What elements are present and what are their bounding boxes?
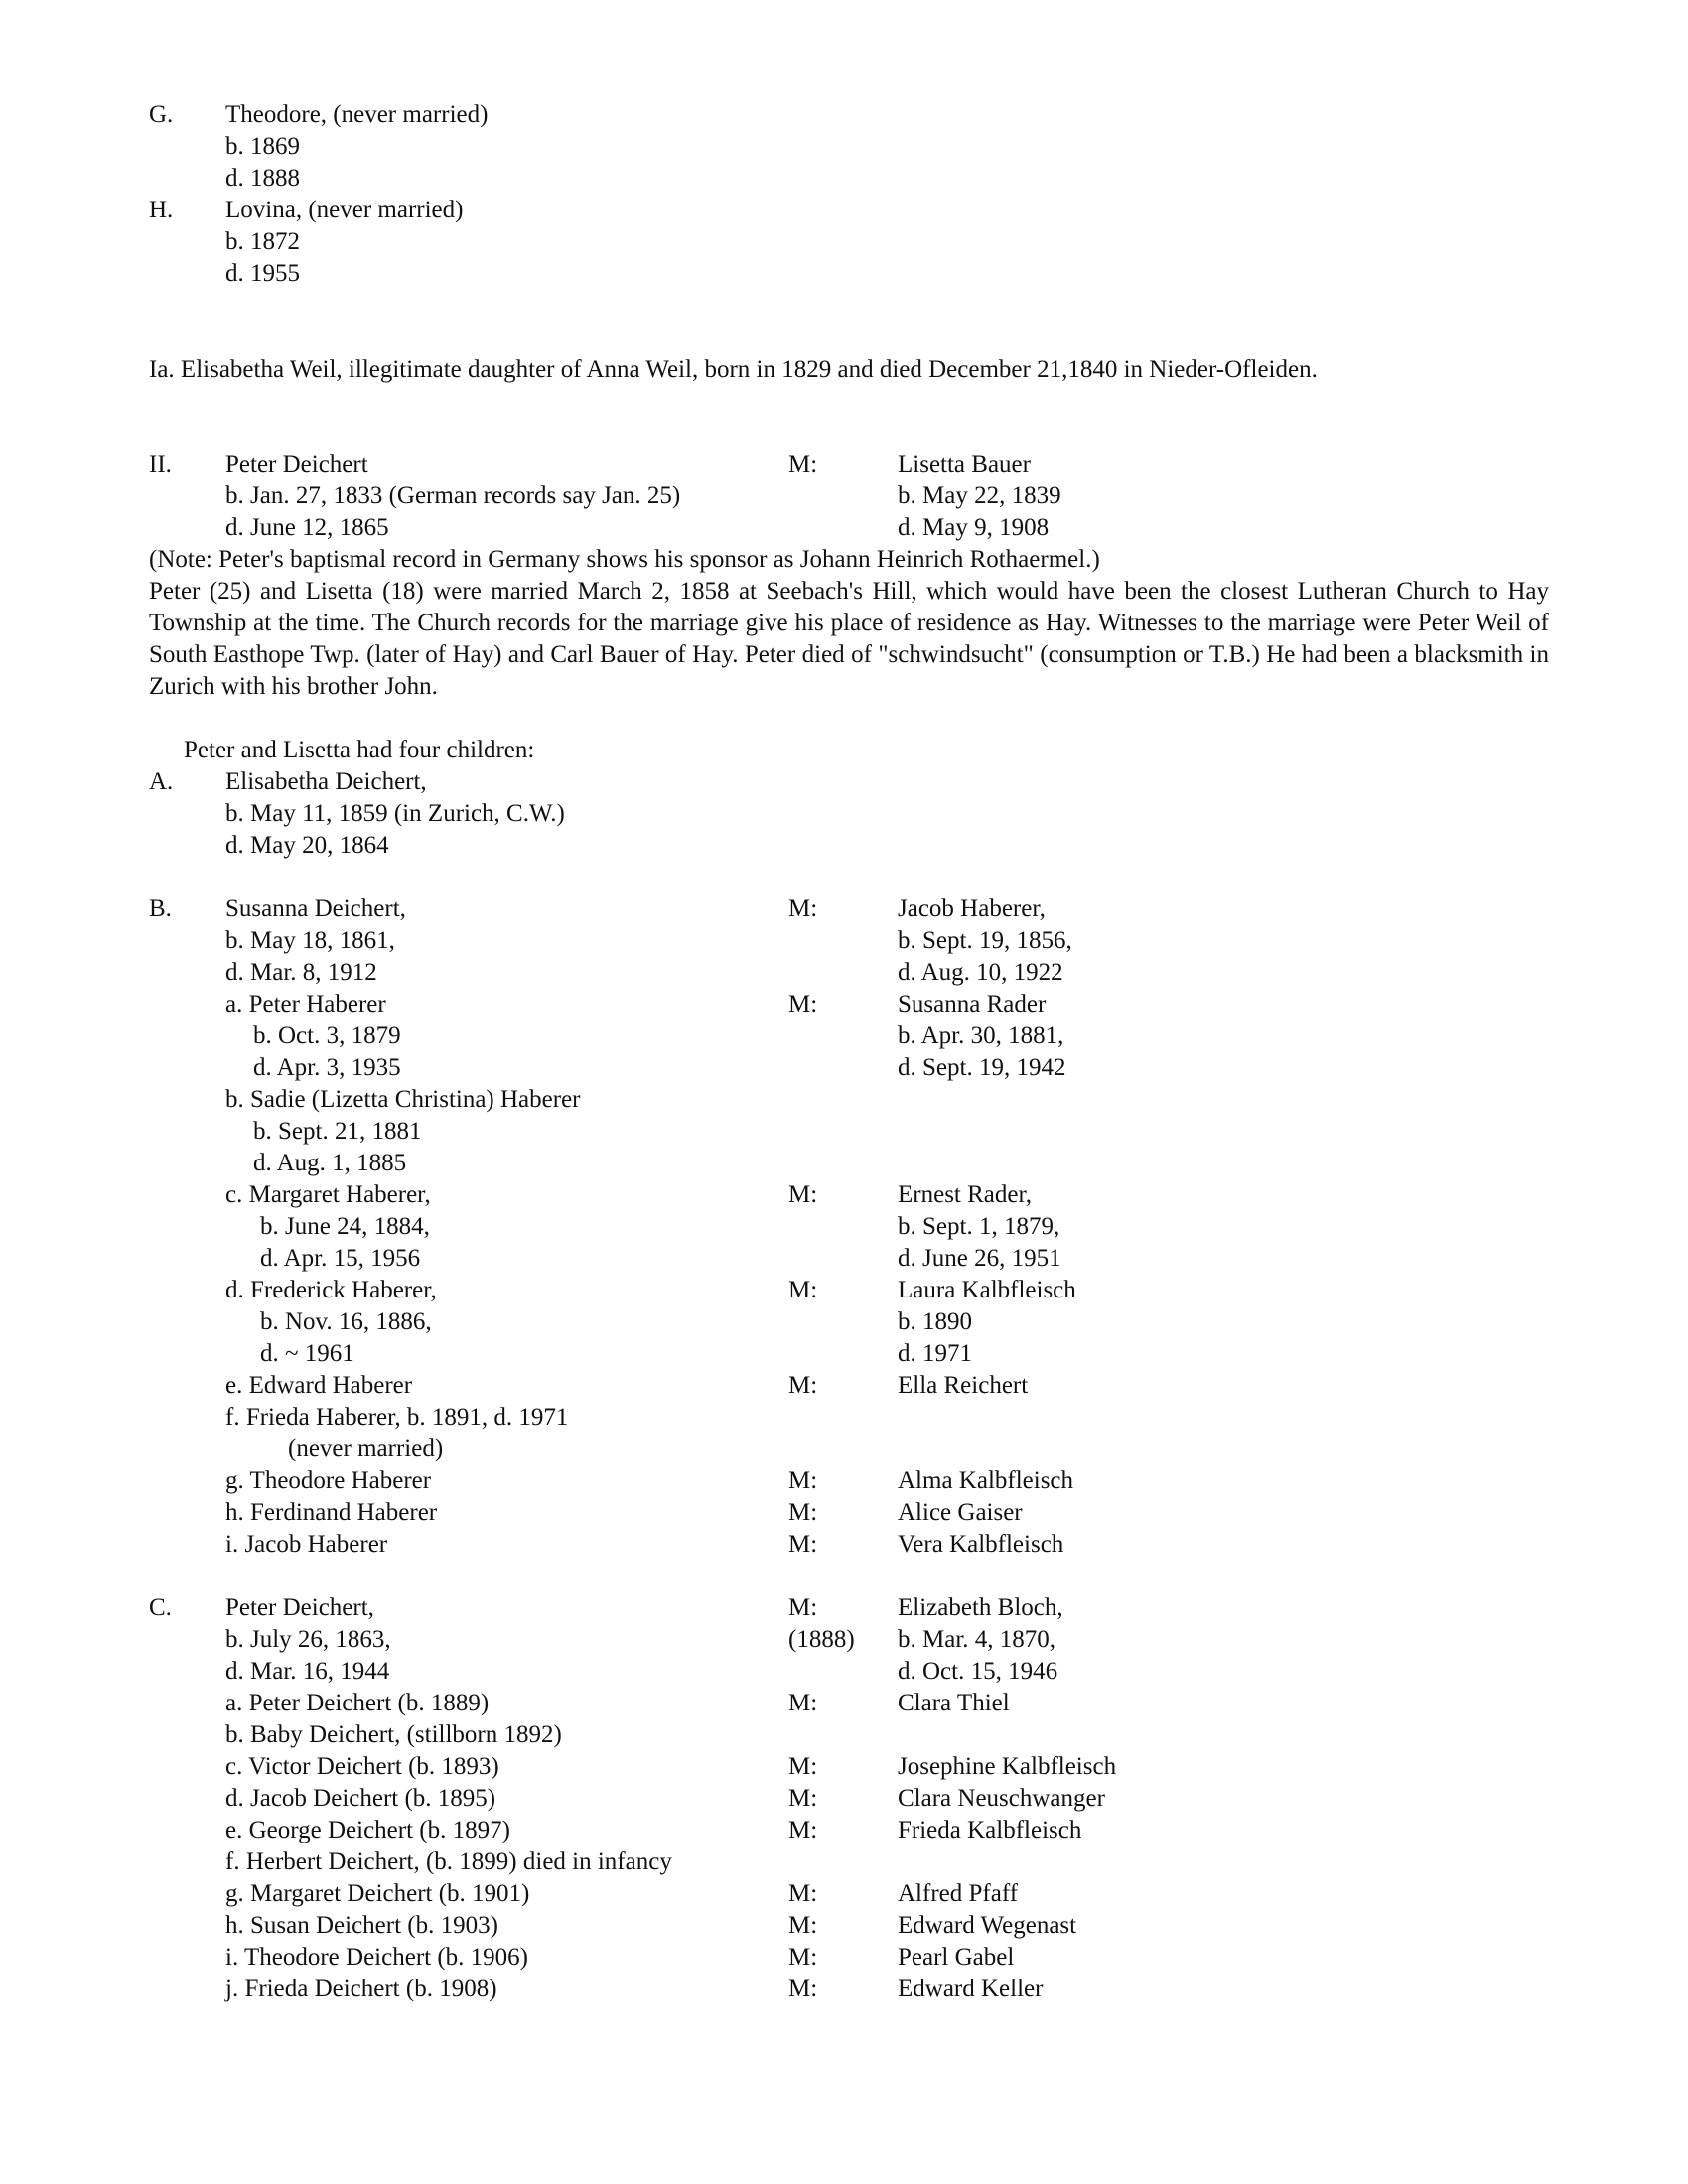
child-b-a-spouse-born: b. Apr. 30, 1881, [898,1023,1064,1049]
child-c-a-marriage-label: M: [788,1690,818,1716]
child-b-b-died: d. Aug. 1, 1885 [253,1150,407,1176]
child-c-c-name: c. Victor Deichert (b. 1893) [225,1753,499,1780]
child-c-a-name: a. Peter Deichert (b. 1889) [225,1690,490,1716]
child-b-i-spouse: Vera Kalbfleisch [898,1531,1064,1558]
child-c-h-marriage-label: M: [788,1912,818,1939]
child-b-name: Susanna Deichert, [225,895,406,922]
child-c-name: Peter Deichert, [225,1594,374,1621]
children-intro: Peter and Lisetta had four children: [184,737,535,763]
child-c-i-spouse: Pearl Gabel [898,1944,1015,1971]
child-a-died: d. May 20, 1864 [225,832,389,859]
child-b-e-marriage-label: M: [788,1372,818,1399]
child-b-g-spouse: Alma Kalbfleisch [898,1467,1074,1494]
child-c-died: d. Mar. 16, 1944 [225,1658,390,1685]
child-b-c-born: b. June 24, 1884, [260,1213,430,1240]
child-b-g-name: g. Theodore Haberer [225,1467,432,1494]
child-c-label: C. [149,1594,172,1621]
child-b-d-marriage-label: M: [788,1277,818,1303]
child-b-h-spouse: Alice Gaiser [898,1499,1023,1526]
child-c-c-spouse: Josephine Kalbfleisch [898,1753,1117,1780]
child-b-d-died: d. ~ 1961 [260,1340,354,1367]
child-c-g-spouse: Alfred Pfaff [898,1880,1019,1907]
child-c-g-marriage-label: M: [788,1880,818,1907]
child-c-marriage-label: M: [788,1594,818,1621]
child-c-spouse: Elizabeth Bloch, [898,1594,1063,1621]
child-b-label: B. [149,895,172,922]
child-c-d-name: d. Jacob Deichert (b. 1895) [225,1785,496,1812]
child-b-c-spouse: Ernest Rader, [898,1181,1033,1208]
section-g-died: d. 1888 [225,165,300,192]
section-ii-note: (Note: Peter's baptismal record in Germany shows his sponsor as Johann Heinrich Rothaermel.) [149,546,1100,573]
child-b-d-spouse: Laura Kalbfleisch [898,1277,1076,1303]
section-ii-spouse-born: b. May 22, 1839 [898,482,1061,509]
child-c-e-name: e. George Deichert (b. 1897) [225,1817,510,1843]
child-b-b-born: b. Sept. 21, 1881 [253,1118,422,1145]
section-ii-paragraph-block [149,544,1549,703]
child-c-e-marriage-label: M: [788,1817,818,1843]
child-c-c-marriage-label: M: [788,1753,818,1780]
child-c-b-name: b. Baby Deichert, (stillborn 1892) [225,1721,562,1748]
child-b-marriage-label: M: [788,895,818,922]
child-c-spouse-born: b. Mar. 4, 1870, [898,1626,1056,1653]
child-a-label: A. [149,768,174,795]
child-c-g-name: g. Margaret Deichert (b. 1901) [225,1880,530,1907]
section-ii-marriage-label: M: [788,451,818,478]
child-a-name: Elisabetha Deichert, [225,768,427,795]
child-b-a-marriage-label: M: [788,991,818,1018]
child-b-b-name: b. Sadie (Lizetta Christina) Haberer [225,1086,581,1113]
child-b-d-spouse-born: b. 1890 [898,1308,972,1335]
child-b-a-spouse-died: d. Sept. 19, 1942 [898,1054,1066,1081]
child-b-spouse-died: d. Aug. 10, 1922 [898,959,1063,986]
child-b-c-spouse-died: d. June 26, 1951 [898,1245,1061,1272]
child-b-i-marriage-label: M: [788,1531,818,1558]
child-b-d-spouse-died: d. 1971 [898,1340,972,1367]
child-b-g-marriage-label: M: [788,1467,818,1494]
section-ii-label: II. [149,451,172,478]
child-c-d-marriage-label: M: [788,1785,818,1812]
section-h-born: b. 1872 [225,228,300,255]
section-g-label: G. [149,101,174,128]
child-b-e-spouse: Ella Reichert [898,1372,1029,1399]
section-g-born: b. 1869 [225,133,300,160]
child-b-e-name: e. Edward Haberer [225,1372,413,1399]
child-c-born: b. July 26, 1863, [225,1626,391,1653]
section-ii-spouse-died: d. May 9, 1908 [898,514,1050,541]
child-b-c-name: c. Margaret Haberer, [225,1181,431,1208]
child-b-a-name: a. Peter Haberer [225,991,386,1018]
child-b-born: b. May 18, 1861, [225,927,395,954]
child-c-e-spouse: Frieda Kalbfleisch [898,1817,1082,1843]
child-b-a-born: b. Oct. 3, 1879 [253,1023,401,1049]
child-b-f-name: f. Frieda Haberer, b. 1891, d. 1971 [225,1404,569,1431]
child-b-died: d. Mar. 8, 1912 [225,959,377,986]
section-ii-spouse: Lisetta Bauer [898,451,1031,478]
section-ia-text: Ia. Elisabetha Weil, illegitimate daughter of Anna Weil, born in 1829 and died December 21,1840 in Nieder-Ofleiden. [149,356,1318,383]
child-c-spouse-died: d. Oct. 15, 1946 [898,1658,1058,1685]
child-c-j-name: j. Frieda Deichert (b. 1908) [225,1976,497,2002]
child-c-a-spouse: Clara Thiel [898,1690,1010,1716]
child-c-marriage-year: (1888) [788,1626,855,1653]
child-b-a-died: d. Apr. 3, 1935 [253,1054,401,1081]
child-a-born: b. May 11, 1859 (in Zurich, C.W.) [225,800,565,827]
child-c-i-marriage-label: M: [788,1944,818,1971]
child-b-h-marriage-label: M: [788,1499,818,1526]
child-b-c-marriage-label: M: [788,1181,818,1208]
child-b-a-spouse: Susanna Rader [898,991,1047,1018]
child-b-c-spouse-born: b. Sept. 1, 1879, [898,1213,1060,1240]
section-h-label: H. [149,197,174,223]
section-ii-born: b. Jan. 27, 1833 (German records say Jan. 25) [225,482,681,509]
child-b-i-name: i. Jacob Haberer [225,1531,388,1558]
child-b-spouse-born: b. Sept. 19, 1856, [898,927,1072,954]
section-ii-name: Peter Deichert [225,451,368,478]
child-b-c-died: d. Apr. 15, 1956 [260,1245,421,1272]
child-c-d-spouse: Clara Neuschwanger [898,1785,1105,1812]
child-b-d-name: d. Frederick Haberer, [225,1277,437,1303]
child-b-spouse: Jacob Haberer, [898,895,1046,922]
section-ii-died: d. June 12, 1865 [225,514,389,541]
section-h-died: d. 1955 [225,260,300,287]
child-c-f-name: f. Herbert Deichert, (b. 1899) died in infancy [225,1848,672,1875]
child-c-i-name: i. Theodore Deichert (b. 1906) [225,1944,528,1971]
child-c-j-spouse: Edward Keller [898,1976,1044,2002]
child-c-j-marriage-label: M: [788,1976,818,2002]
child-b-d-born: b. Nov. 16, 1886, [260,1308,432,1335]
section-g-name: Theodore, (never married) [225,101,489,128]
child-c-h-spouse: Edward Wegenast [898,1912,1077,1939]
child-c-h-name: h. Susan Deichert (b. 1903) [225,1912,498,1939]
child-b-f-note: (never married) [288,1435,444,1462]
section-ii-paragraph: Peter (25) and Lisetta (18) were married March 2, 1858 at Seebach's Hill, which would have been the closest Lutheran Church to Hay Township at the time. The Church records for the marriage give his place of residence as Hay. Witnesses to the marriage were Peter Weil of South Easthope Twp. (later of Hay) and Carl Bauer of Hay. Peter died of "schwindsucht" (consumption or T.B.) He had been a blacksmith in Zurich with his brother John. [149,578,1549,700]
child-b-h-name: h. Ferdinand Haberer [225,1499,438,1526]
section-h-name: Lovina, (never married) [225,197,464,223]
